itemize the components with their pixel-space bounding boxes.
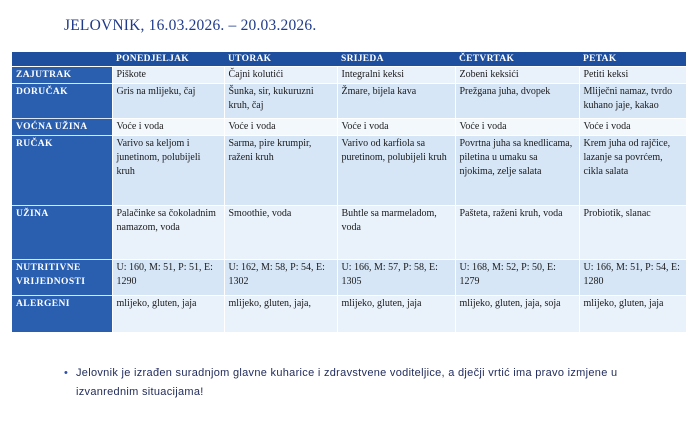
table-row: [12, 206, 686, 260]
table-cell: Gris na mlijeku, čaj: [112, 84, 224, 119]
table-cell: Smoothie, voda: [224, 206, 337, 260]
table-cell: Voće i voda: [337, 119, 455, 136]
table-cell: Voće i voda: [224, 119, 337, 136]
bullet-icon: •: [64, 367, 69, 379]
table-cell: U: 160, M: 51, P: 51, E: 1290: [112, 260, 224, 296]
table-cell: Varivo sa keljom i junetinom, polubijeli kruh: [112, 136, 224, 206]
table-cell: Prežgana juha, dvopek: [455, 84, 579, 119]
header-day: PONEDJELJAK: [112, 52, 224, 67]
header-day: PETAK: [579, 52, 686, 67]
row-label: ZAJUTRAK: [12, 67, 112, 84]
table-cell: Voće i voda: [579, 119, 686, 136]
table-cell: mlijeko, gluten, jaja,: [224, 296, 337, 332]
row-label: VOĆNA UŽINA: [12, 119, 112, 136]
table-row: [12, 67, 686, 84]
table-cell: Probiotik, slanac: [579, 206, 686, 260]
row-label: UŽINA: [12, 206, 112, 260]
row-label: DORUČAK: [12, 84, 112, 119]
table-header-row: [12, 52, 686, 67]
table-cell: Buhtle sa marmeladom, voda: [337, 206, 455, 260]
table-cell: Pašteta, raženi kruh, voda: [455, 206, 579, 260]
menu-table: [12, 52, 686, 332]
table-cell: Varivo od karfiola sa puretinom, polubijeli kruh: [337, 136, 455, 206]
table-cell: Sarma, pire krumpir, raženi kruh: [224, 136, 337, 206]
table-cell: U: 166, M: 57, P: 58, E: 1305: [337, 260, 455, 296]
table-cell: Šunka, sir, kukuruzni kruh, čaj: [224, 84, 337, 119]
table-cell: Žmare, bijela kava: [337, 84, 455, 119]
row-label: NUTRITIVNE VRIJEDNOSTI: [12, 260, 112, 296]
table-row: [12, 296, 686, 332]
table-row: [12, 119, 686, 136]
row-label: ALERGENI: [12, 296, 112, 332]
table-cell: Povrtna juha sa knedlicama, piletina u umaku sa njokima, zelje salata: [455, 136, 579, 206]
table-cell: mlijeko, gluten, jaja, soja: [455, 296, 579, 332]
table-cell: Voće i voda: [112, 119, 224, 136]
footnote: [64, 364, 666, 402]
table-cell: Piškote: [112, 67, 224, 84]
table-cell: U: 162, M: 58, P: 54, E: 1302: [224, 260, 337, 296]
table-cell: Čajni kolutići: [224, 67, 337, 84]
header-day: ČETVRTAK: [455, 52, 579, 67]
table-cell: Mliječni namaz, tvrdo kuhano jaje, kakao: [579, 84, 686, 119]
header-day: UTORAK: [224, 52, 337, 67]
table-cell: Voće i voda: [455, 119, 579, 136]
table-cell: Palačinke sa čokoladnim namazom, voda: [112, 206, 224, 260]
table-cell: Petiti keksi: [579, 67, 686, 84]
table-cell: U: 166, M: 51, P: 54, E: 1280: [579, 260, 686, 296]
table-cell: mlijeko, gluten, jaja: [112, 296, 224, 332]
table-row: [12, 84, 686, 119]
footnote-text: Jelovnik je izrađen suradnjom glavne kuharice i zdravstvene voditeljice, a dječji vrtić ima pravo izmjene u izvanrednim situacijama!: [76, 367, 618, 398]
header-day: SRIJEDA: [337, 52, 455, 67]
page-title: JELOVNIK, 16.03.2026. – 20.03.2026.: [64, 17, 317, 34]
row-label: RUČAK: [12, 136, 112, 206]
table-row: [12, 260, 686, 296]
header-corner: [12, 52, 112, 67]
table-row: [12, 136, 686, 206]
table-cell: U: 168, M: 52, P: 50, E: 1279: [455, 260, 579, 296]
table-cell: Integralni keksi: [337, 67, 455, 84]
table-cell: mlijeko, gluten, jaja: [579, 296, 686, 332]
table-cell: mlijeko, gluten, jaja: [337, 296, 455, 332]
table-cell: Zobeni keksići: [455, 67, 579, 84]
table-cell: Krem juha od rajčice, lazanje sa povrćem, cikla salata: [579, 136, 686, 206]
